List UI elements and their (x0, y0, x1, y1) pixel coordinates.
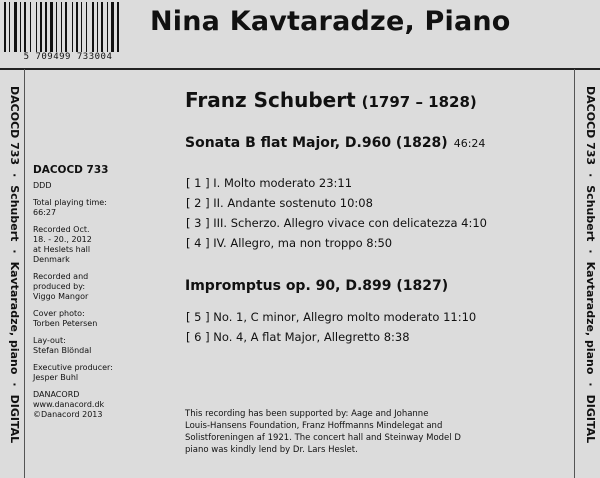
barcode-bar (4, 2, 6, 52)
right-spine-divider (574, 69, 575, 478)
spine-separator: · (584, 249, 597, 254)
barcode-bar (20, 2, 21, 52)
barcode-number: 5 709499 733004 (23, 52, 113, 62)
barcode-bar (36, 2, 37, 52)
barcode-bar (40, 2, 42, 52)
barcode-bar (92, 2, 94, 52)
track-item: [ 3 ] III. Scherzo. Allegro vivace con delicatezza 4:10 (186, 216, 487, 230)
composer-heading (185, 88, 477, 112)
barcode-bar (86, 2, 87, 52)
header-divider (0, 68, 600, 70)
track-item: [ 6 ] No. 4, A flat Major, Allegretto 8:38 (186, 330, 410, 344)
info-line: Total playing time: (33, 198, 107, 207)
spine-artist: Kavtaradze, piano (584, 261, 597, 375)
info-line: Cover photo: (33, 309, 85, 318)
info-line: ©Danacord 2013 (33, 410, 103, 419)
catalog-number: DACOCD 733 (33, 164, 109, 176)
work-title (185, 135, 485, 151)
info-line: Torben Petersen (33, 319, 98, 328)
info-line: produced by: (33, 282, 86, 291)
track-item: [ 5 ] No. 1, C minor, Allegro molto moderato 11:10 (186, 310, 477, 324)
spine-separator: · (8, 173, 21, 178)
spine-composer: Schubert (8, 185, 21, 242)
info-line: Lay-out: (33, 336, 66, 345)
info-block (33, 198, 133, 218)
composer-name: Franz Schubert (185, 88, 356, 112)
info-line: 18. - 20., 2012 (33, 235, 92, 244)
work-duration: 46:24 (453, 137, 486, 150)
info-block (33, 225, 133, 265)
sponsor-credits (185, 408, 555, 456)
info-line: 66:27 (33, 208, 57, 217)
spine-separator: · (584, 382, 597, 387)
spine-composer: Schubert (584, 185, 597, 242)
barcode-bar (111, 2, 114, 52)
spine-left (8, 86, 21, 443)
barcode-bar (14, 2, 17, 52)
track-item: [ 2 ] II. Andante sostenuto 10:08 (186, 196, 373, 210)
composer-years: (1797 – 1828) (361, 93, 477, 111)
barcode-bar (50, 2, 53, 52)
info-line: Denmark (33, 255, 70, 264)
barcode-bar (117, 2, 119, 52)
barcode-bar (30, 2, 31, 52)
info-line: Recorded Oct. (33, 225, 90, 234)
spine-catalog: DACOCD 733 (584, 86, 597, 166)
info-block (33, 272, 133, 302)
info-line: Jesper Buhl (33, 373, 79, 382)
spine-separator: · (8, 249, 21, 254)
info-line: Recorded and (33, 272, 89, 281)
barcode-bar (65, 2, 67, 52)
info-line: Executive producer: (33, 363, 113, 372)
work-title (185, 278, 448, 294)
barcode-bar (61, 2, 62, 52)
track-item: [ 4 ] IV. Allegro, ma non troppo 8:50 (186, 236, 393, 250)
track-list (186, 173, 487, 253)
info-line: DANACORD (33, 390, 80, 399)
left-spine-divider (24, 69, 25, 478)
info-block (33, 309, 133, 329)
album-title: Nina Kavtaradze, Piano (150, 6, 511, 37)
track-list (186, 307, 476, 347)
barcode-bar (45, 2, 47, 52)
spine-separator: · (8, 382, 21, 387)
barcode-bar (97, 2, 98, 52)
spine-format: DIGITAL (8, 394, 21, 444)
credit-line: Louis-Hansens Foundation, Franz Hoffmanns Mindelegat and (185, 421, 443, 431)
work-name: Sonata B flat Major, D.960 (1828) (185, 135, 448, 151)
sidebar-blocks (33, 198, 133, 420)
barcode-bar (101, 2, 103, 52)
spine-catalog: DACOCD 733 (8, 86, 21, 166)
barcode-bar (9, 2, 10, 52)
barcode (4, 2, 132, 52)
info-line: Viggo Mangor (33, 292, 89, 301)
spine-separator: · (584, 173, 597, 178)
info-block (33, 363, 133, 383)
info-block (33, 390, 133, 420)
work-name: Impromptus op. 90, D.899 (1827) (185, 278, 449, 294)
spine-format: DIGITAL (584, 394, 597, 444)
info-block (33, 336, 133, 356)
info-line: at Heslets hall (33, 245, 91, 254)
info-line: Stefan Blöndal (33, 346, 92, 355)
spine-artist: Kavtaradze, piano (8, 261, 21, 375)
barcode-bar (24, 2, 26, 52)
credit-line: piano was kindly lend by Dr. Lars Heslet. (185, 445, 358, 455)
credit-line: Solistforeningen af 1921. The concert hall and Steinway Model D (185, 433, 461, 443)
barcode-bar (81, 2, 82, 52)
track-item: [ 1 ] I. Molto moderato 23:11 (186, 176, 353, 190)
barcode-bar (107, 2, 108, 52)
credit-line: This recording has been supported by: Aage and Johanne (185, 409, 429, 419)
barcode-bar (76, 2, 78, 52)
info-line: www.danacord.dk (33, 400, 105, 409)
spine-right (584, 86, 597, 443)
barcode-bar (56, 2, 57, 52)
barcode-bars (4, 2, 132, 52)
recording-format: DDD (33, 181, 52, 190)
production-info (33, 164, 133, 427)
barcode-bar (72, 2, 73, 52)
